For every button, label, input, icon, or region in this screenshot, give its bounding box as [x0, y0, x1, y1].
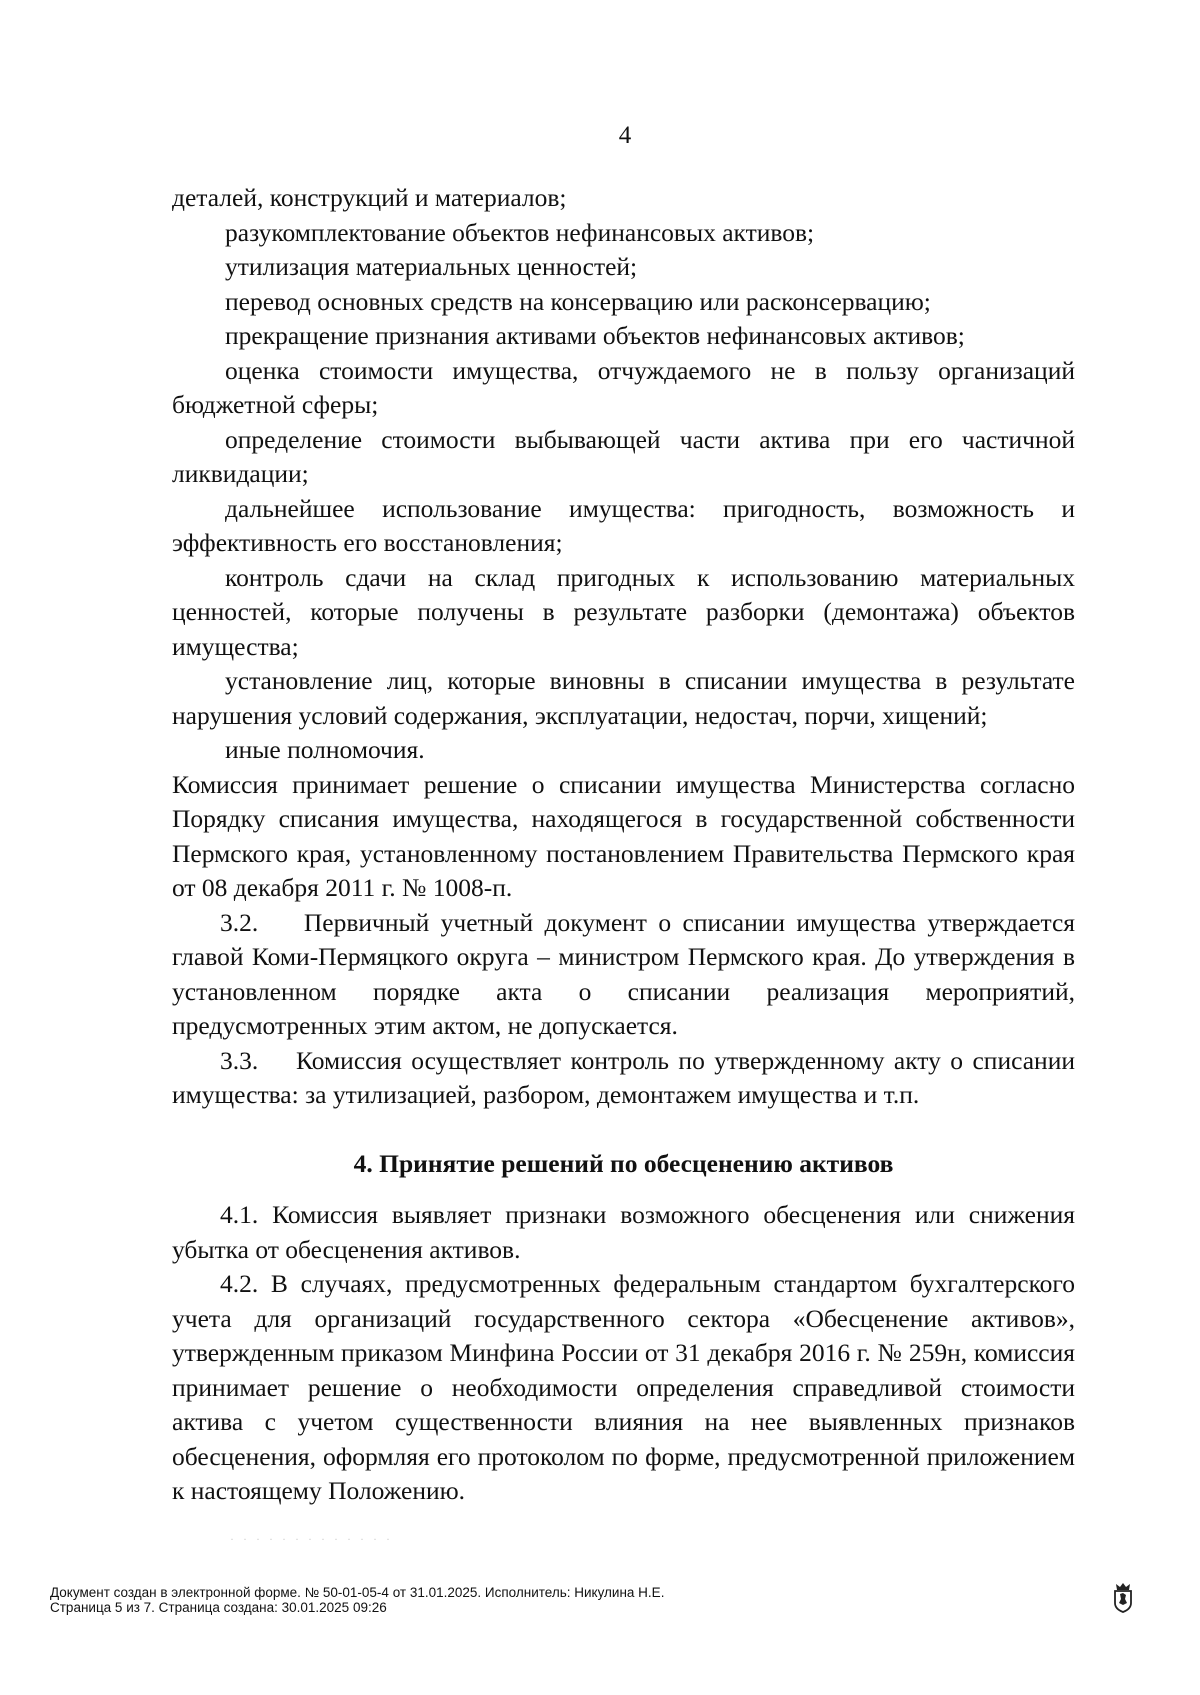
paragraph: дальнейшее использование имущества: пригодность, возможность и эффективность его восстановления; [172, 493, 1075, 557]
paragraph: контроль сдачи на склад пригодных к использованию материальных ценностей, которые получены в результате разборки (демонтажа) объектов имущества; [172, 562, 1075, 661]
footer-line: Документ создан в электронной форме. № 50-01-05-4 от 31.01.2025. Исполнитель: Никулина Н.Е. [50, 1585, 665, 1600]
paragraph: иные полномочия. [225, 735, 425, 764]
paragraph: утилизация материальных ценностей; [225, 252, 638, 281]
paragraph: 4.2. В случаях, предусмотренных федеральным стандартом бухгалтерского учета для организаций государственного сектора «Обесценение активов», утвержденным приказом Минфина России от 31 декабря 2016 г. № 259н, комиссия принимает решение о необходимости определения справедливой стоимости актива с учетом существенности влияния на нее выявленных признаков обесценения, оформляя его протоколом по форме, предусмотренной приложением к настоящему Положению. [172, 1269, 1075, 1505]
document-footer [50, 1585, 664, 1615]
paragraph: разукомплектование объектов нефинансовых активов; [225, 217, 815, 247]
paragraph: оценка стоимости имущества, отчуждаемого не в пользу организаций бюджетной сферы; [172, 355, 1075, 419]
paragraph: 4.1. Комиссия выявляет признаки возможного обесценения или снижения убытка от обесценения активов. [172, 1200, 1075, 1264]
paragraph: прекращение признания активами объектов нефинансовых активов; [225, 321, 965, 350]
document-body [172, 181, 1082, 1509]
footer-line: Страница 5 из 7. Страница создана: 30.01.2025 09:26 [50, 1600, 387, 1615]
paragraph: Комиссия принимает решение о списании имущества Министерства согласно Порядку списания имущества, находящегося в государственной собственности Пермского края, установленному постановлением Правительства Пермского края от 08 декабря 2011 г. № 1008-п. [172, 769, 1075, 902]
paragraph: установление лиц, которые виновны в списании имущества в результате нарушения условий содержания, эксплуатации, недостач, порчи, хищений; [172, 666, 1075, 730]
paragraph: определение стоимости выбывающей части актива при его частичной ликвидации; [172, 424, 1075, 488]
page-number: 4 [618, 122, 632, 149]
coat-of-arms-icon [1112, 1581, 1134, 1613]
paragraph: 3.2. Первичный учетный документ о списании имущества утверждается главой Коми-Пермяцкого округа – министром Пермского края. До утверждения в установленном порядке акта о списании реализация мероприятий, предусмотренных этим актом, не допускается. [172, 907, 1082, 1040]
scan-noise: · · · · · · · · · · · · · [230, 1532, 393, 1546]
paragraph: 3.3. Комиссия осуществляет контроль по утвержденному акту о списании имущества: за утилизацией, разбором, демонтажем имущества и т.п. [172, 1045, 1082, 1109]
section-heading: 4. Принятие решений по обесценению активов [353, 1148, 894, 1178]
paragraph: деталей, конструкций и материалов; [172, 183, 567, 212]
paragraph: перевод основных средств на консервацию или расконсервацию; [225, 286, 931, 316]
